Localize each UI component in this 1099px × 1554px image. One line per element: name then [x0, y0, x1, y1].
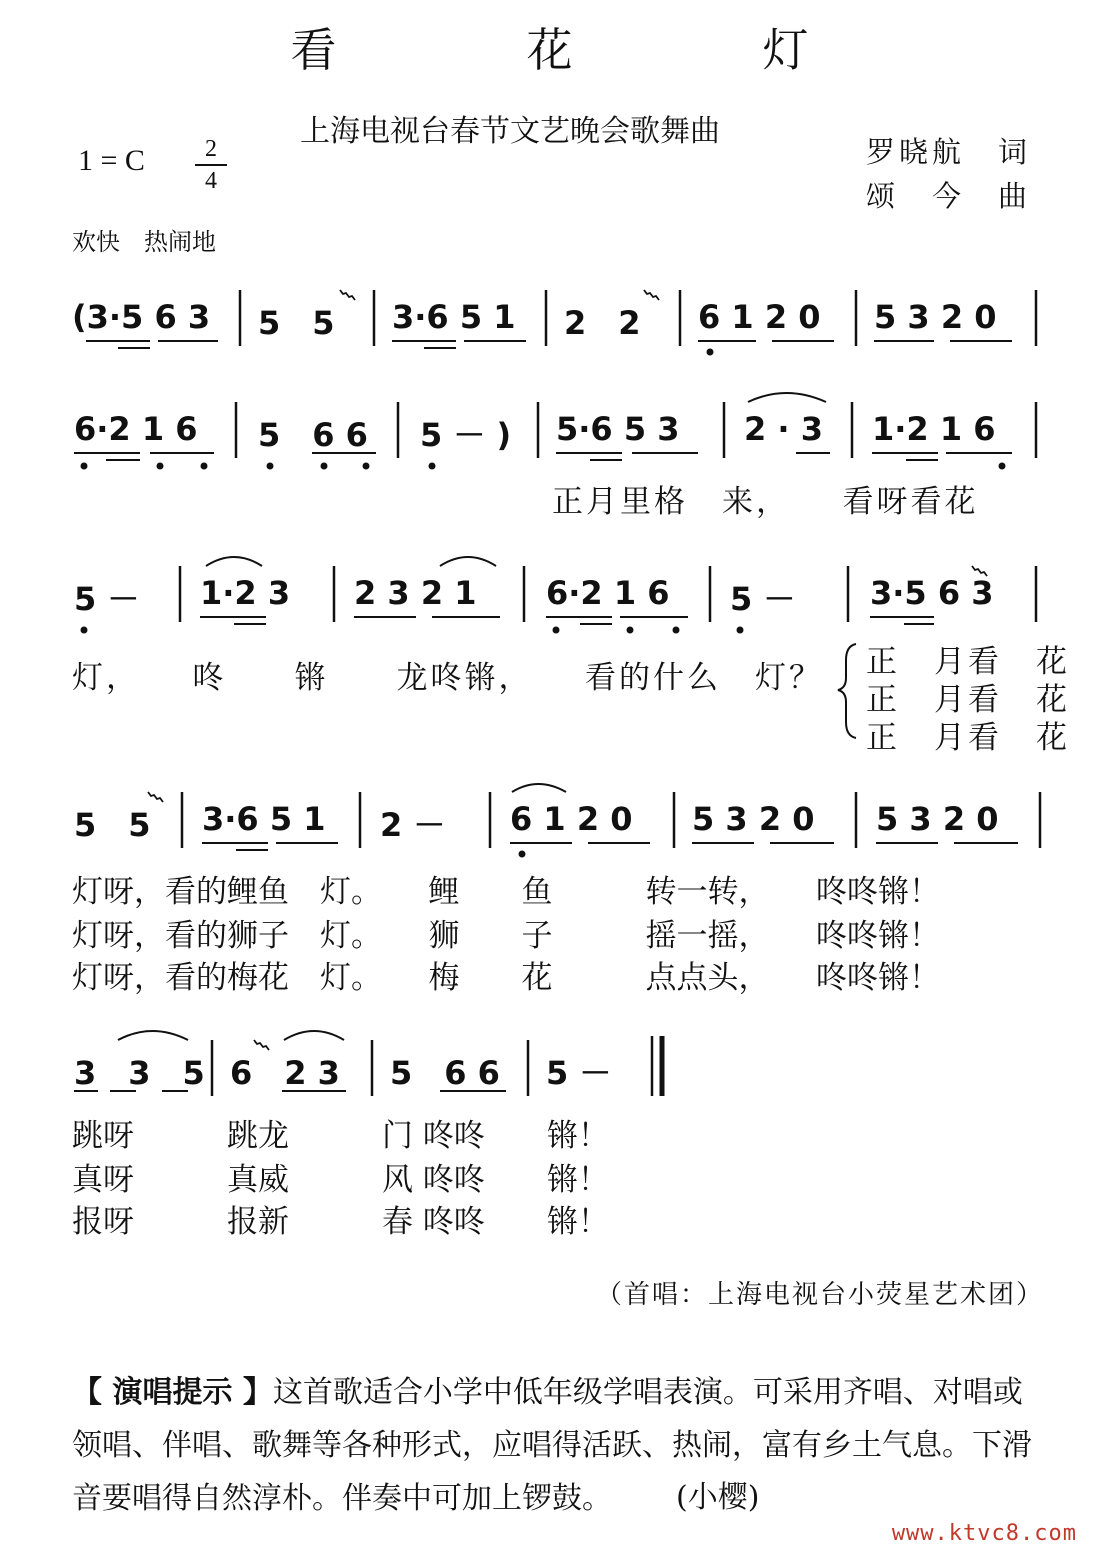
- measure: 5 3 2 0: [874, 298, 997, 336]
- brace-lyric: 正 月看 花: [866, 644, 1070, 680]
- measure: 6·2 1 6: [546, 574, 670, 612]
- measure: 6 1 2 0: [510, 800, 633, 838]
- low-octave-dot: [999, 463, 1006, 470]
- measure: 6·2 1 6: [74, 410, 198, 448]
- first-singer-credit: （首唱：上海电视台小荧星艺术团）: [596, 1280, 1045, 1310]
- tie: [118, 1031, 188, 1040]
- verse-2-lyric: 真呀 真威 风 咚咚 锵！: [72, 1162, 609, 1198]
- measure: 5 －: [546, 1054, 612, 1092]
- slide-mark: [148, 792, 163, 802]
- low-octave-dot: [267, 463, 274, 470]
- song-subtitle: 上海电视台春节文艺晚会歌舞曲: [300, 114, 720, 149]
- measure: 5 － ): [420, 416, 512, 454]
- tie: [206, 557, 262, 566]
- lyricist-credit: 罗晓航 词: [866, 135, 1032, 169]
- song-title: 看 花 灯: [290, 23, 881, 77]
- tips-text: 这首歌适合小学中低年级学唱表演。可采用齐唱、对唱或领唱、伴唱、歌舞等各种形式，应唱得活跃、热闹，富有乡土气息。下滑音要唱得自然淳朴。伴奏中可加上锣鼓。: [72, 1375, 1032, 1516]
- slide-mark: [644, 290, 659, 300]
- singing-tips: [72, 1366, 1052, 1525]
- measure: 5 5: [258, 304, 335, 342]
- measure: 2 －: [380, 806, 446, 844]
- low-octave-dot: [201, 463, 208, 470]
- time-signature-top: 2: [205, 136, 217, 162]
- measure: 1·2 1 6: [872, 410, 996, 448]
- slide-mark: [340, 290, 355, 300]
- low-octave-dot: [429, 463, 436, 470]
- low-octave-dot: [81, 463, 88, 470]
- low-octave-dot: [707, 349, 714, 356]
- low-octave-dot: [673, 627, 680, 634]
- low-octave-dot: [627, 627, 634, 634]
- site-watermark: www.ktvc8.com: [891, 1521, 1077, 1546]
- key-signature: 1 = C: [78, 144, 145, 177]
- measure: 3·5 6 3: [870, 574, 994, 612]
- low-octave-dot: [81, 627, 88, 634]
- measure: 3·6 5 1: [202, 800, 326, 838]
- measure: 5 6 6: [390, 1054, 500, 1092]
- verse-3-lyric: 报呀 报新 春 咚咚 锵！: [72, 1204, 609, 1240]
- measure: 3 3 5: [74, 1054, 205, 1092]
- measure: 5 5: [74, 806, 151, 844]
- low-octave-dot: [737, 627, 744, 634]
- measure: 5 －: [730, 580, 796, 618]
- measure: 2 · 3: [744, 410, 823, 448]
- tie: [748, 393, 826, 402]
- verse-brace: [838, 644, 856, 738]
- low-octave-dot: [363, 463, 370, 470]
- time-signature-bottom: 4: [205, 168, 217, 194]
- lyric-line: 灯， 咚 锵 龙咚锵， 看的什么 灯？: [72, 660, 823, 696]
- composer-credit: 颂 今 曲: [866, 179, 1032, 213]
- brace-lyric: 正 月看 花: [866, 720, 1070, 756]
- measure: 6 2 3: [230, 1054, 340, 1092]
- measure: 1·2 3: [200, 574, 291, 612]
- lyric-line: 正月里格 来， 看呀看花: [552, 484, 979, 520]
- verse-1-lyric: 灯呀，看的鲤鱼 灯。 鲤 鱼 转一转， 咚咚锵！: [72, 874, 940, 910]
- measure: 5 3 2 0: [876, 800, 999, 838]
- low-octave-dot: [519, 851, 526, 858]
- measure: 5·6 5 3: [556, 410, 680, 448]
- tips-label: 【 演唱提示 】: [72, 1375, 273, 1410]
- tie: [284, 1031, 344, 1040]
- measure: 2 2: [564, 304, 641, 342]
- measure: 5 3 2 0: [692, 800, 815, 838]
- low-octave-dot: [321, 463, 328, 470]
- low-octave-dot: [157, 463, 164, 470]
- verse-3-lyric: 灯呀，看的梅花 灯。 梅 花 点点头， 咚咚锵！: [72, 960, 940, 996]
- low-octave-dot: [553, 627, 560, 634]
- measure: (3·5 6 3: [72, 298, 211, 336]
- brace-lyric: 正 月看 花: [866, 682, 1070, 718]
- tie: [440, 557, 496, 566]
- measure: 6 1 2 0: [698, 298, 821, 336]
- measure: 5 －: [74, 580, 140, 618]
- tie: [512, 784, 566, 792]
- verse-2-lyric: 灯呀，看的狮子 灯。 狮 子 摇一摇， 咚咚锵！: [72, 918, 940, 954]
- verse-1-lyric: 跳呀 跳龙 门 咚咚 锵！: [72, 1118, 609, 1154]
- measure: 3·6 5 1: [392, 298, 516, 336]
- slide-mark: [254, 1040, 269, 1050]
- slide-mark: [972, 566, 987, 576]
- tips-author: (小樱): [676, 1480, 760, 1515]
- measure: 5 6 6: [258, 416, 368, 454]
- tempo-marking: 欢快 热闹地: [72, 228, 216, 256]
- measure: 2 3 2 1: [354, 574, 477, 612]
